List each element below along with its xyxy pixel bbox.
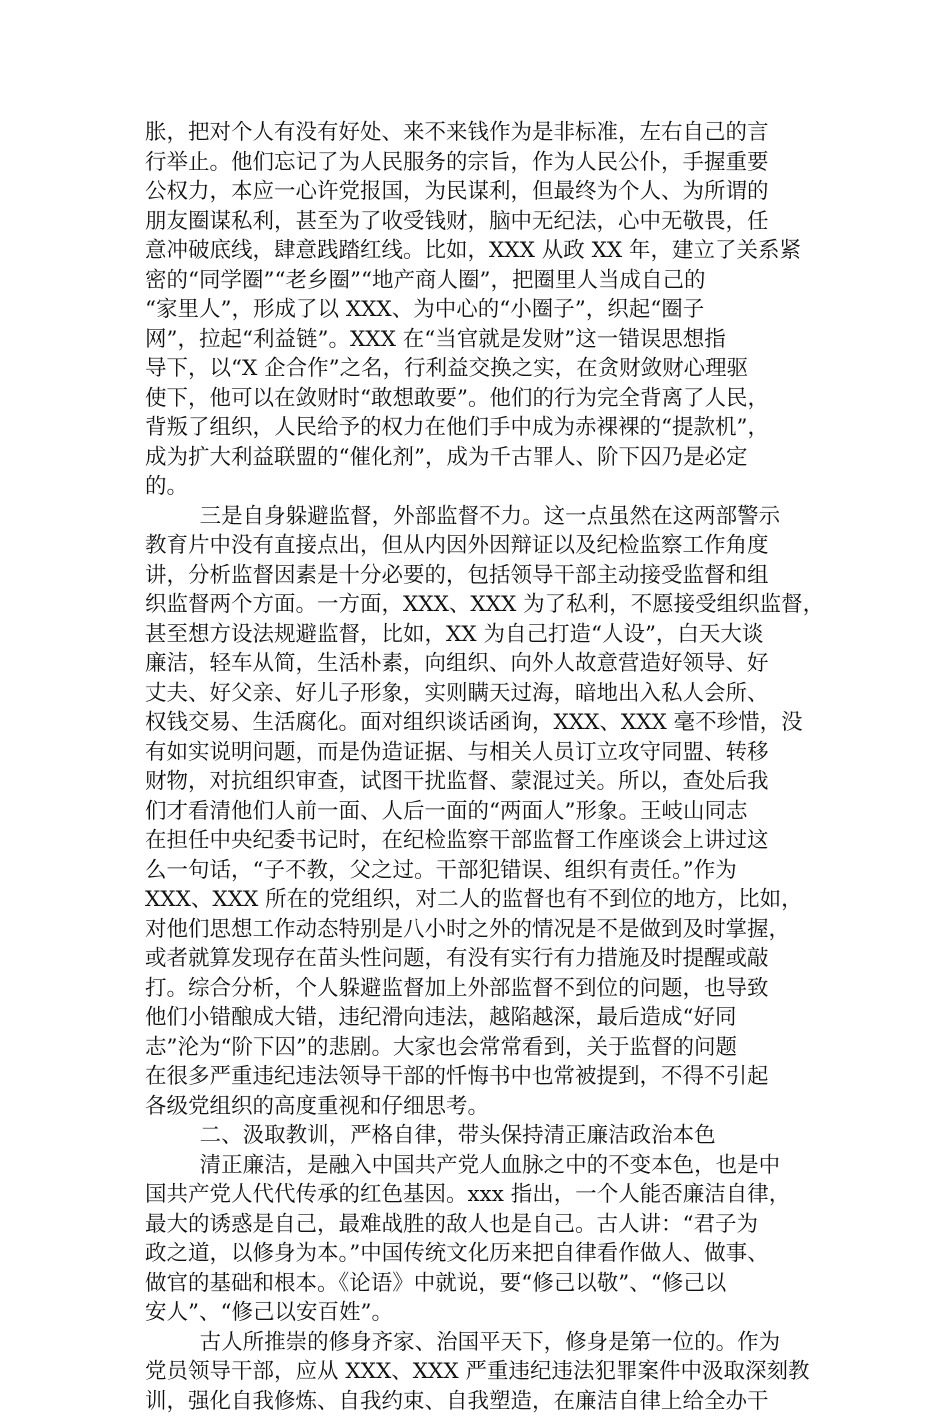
text-line: 在很多严重违纪违法领导干部的忏悔书中也常被提到，不得不引起 <box>145 1062 811 1092</box>
text-line: 朋友圈谋私利，甚至为了收受钱财，脑中无纪法，心中无敬畏，任 <box>145 207 811 237</box>
text-line: 们才看清他们人前一面、人后一面的“两面人”形象。王岐山同志 <box>145 797 811 827</box>
text-line: 各级党组织的高度重视和仔细思考。 <box>145 1092 811 1122</box>
text-line: 权钱交易、生活腐化。面对组织谈话函询，XXX、XXX 毫不珍惜，没 <box>145 708 811 738</box>
text-line: 么一句话，“子不教，父之过。干部犯错误、组织有责任。”作为 <box>145 856 811 886</box>
paragraph <box>145 118 811 502</box>
text-line: 古人所推崇的修身齐家、治国平天下，修身是第一位的。作为 <box>145 1328 811 1358</box>
text-line: 或者就算发现存在苗头性问题，有没有实行有力措施及时提醒或敲 <box>145 944 811 974</box>
text-line: 对他们思想工作动态特别是八小时之外的情况是不是做到及时掌握， <box>145 915 811 945</box>
text-line: 讲，分析监督因素是十分必要的，包括领导干部主动接受监督和组 <box>145 561 811 591</box>
text-line: 清正廉洁，是融入中国共产党人血脉之中的不变本色，也是中 <box>145 1151 811 1181</box>
text-line: 二、汲取教训，严格自律，带头保持清正廉洁政治本色 <box>145 1121 811 1151</box>
text-line: 党员领导干部，应从 XXX、XXX 严重违纪违法犯罪案件中汲取深刻教 <box>145 1357 811 1387</box>
paragraph <box>145 1151 811 1328</box>
paragraph <box>145 502 811 1122</box>
text-line: 公权力，本应一心许党报国，为民谋利，但最终为个人、为所谓的 <box>145 177 811 207</box>
text-line: 安人”、“修己以安百姓”。 <box>145 1298 811 1328</box>
text-line: 财物，对抗组织审查，试图干扰监督、蒙混过关。所以，查处后我 <box>145 767 811 797</box>
text-line: 国共产党人代代传承的红色基因。xxx 指出，一个人能否廉洁自律， <box>145 1180 811 1210</box>
text-line: 廉洁，轻车从简，生活朴素，向组织、向外人故意营造好领导、好 <box>145 649 811 679</box>
text-line: 密的“同学圈”“老乡圈”“地产商人圈”，把圈里人当成自己的 <box>145 266 811 296</box>
text-line: 志”沦为“阶下囚”的悲剧。大家也会常常看到，关于监督的问题 <box>145 1033 811 1063</box>
text-line: 有如实说明问题，而是伪造证据、与相关人员订立攻守同盟、转移 <box>145 738 811 768</box>
text-line: 导下，以“X 企合作”之名，行利益交换之实，在贪财敛财心理驱 <box>145 354 811 384</box>
section-heading <box>145 1121 811 1151</box>
text-line: 训，强化自我修炼、自我约束、自我塑造，在廉洁自律上给全办干 <box>145 1387 811 1416</box>
text-line: 甚至想方设法规避监督，比如，XX 为自己打造“人设”，白天大谈 <box>145 620 811 650</box>
text-line: 网”，拉起“利益链”。XXX 在“当官就是发财”这一错误思想指 <box>145 325 811 355</box>
text-line: 胀，把对个人有没有好处、来不来钱作为是非标准，左右自己的言 <box>145 118 811 148</box>
text-line: 最大的诱惑是自己，最难战胜的敌人也是自己。古人讲：“君子为 <box>145 1210 811 1240</box>
text-line: 在担任中央纪委书记时，在纪检监察干部监督工作座谈会上讲过这 <box>145 826 811 856</box>
text-line: 政之道，以修身为本。”中国传统文化历来把自律看作做人、做事、 <box>145 1239 811 1269</box>
text-line: 行举止。他们忘记了为人民服务的宗旨，作为人民公仆，手握重要 <box>145 148 811 178</box>
text-line: 的。 <box>145 472 811 502</box>
text-line: 他们小错酿成大错，违纪滑向违法，越陷越深，最后造成“好同 <box>145 1003 811 1033</box>
text-line: 三是自身躲避监督，外部监督不力。这一点虽然在这两部警示 <box>145 502 811 532</box>
text-line: 丈夫、好父亲、好儿子形象，实则瞒天过海，暗地出入私人会所、 <box>145 679 811 709</box>
text-line: “家里人”，形成了以 XXX、为中心的“小圈子”，织起“圈子 <box>145 295 811 325</box>
text-line: 成为扩大利益联盟的“催化剂”，成为千古罪人、阶下囚乃是必定 <box>145 443 811 473</box>
text-line: 使下，他可以在敛财时“敢想敢要”。他们的行为完全背离了人民， <box>145 384 811 414</box>
text-line: 织监督两个方面。一方面，XXX、XXX 为了私利，不愿接受组织监督， <box>145 590 811 620</box>
text-line: 做官的基础和根本。《论语》中就说，要“修己以敬”、“修己以 <box>145 1269 811 1299</box>
text-line: 背叛了组织，人民给予的权力在他们手中成为赤裸裸的“提款机”， <box>145 413 811 443</box>
text-line: 打。综合分析，个人躲避监督加上外部监督不到位的问题，也导致 <box>145 974 811 1004</box>
text-line: 意冲破底线，肆意践踏红线。比如，XXX 从政 XX 年，建立了关系紧 <box>145 236 811 266</box>
document-page <box>145 118 811 1416</box>
text-line: 教育片中没有直接点出，但从内因外因辩证以及纪检监察工作角度 <box>145 531 811 561</box>
paragraph <box>145 1328 811 1416</box>
text-line: XXX、XXX 所在的党组织，对二人的监督也有不到位的地方，比如， <box>145 885 811 915</box>
